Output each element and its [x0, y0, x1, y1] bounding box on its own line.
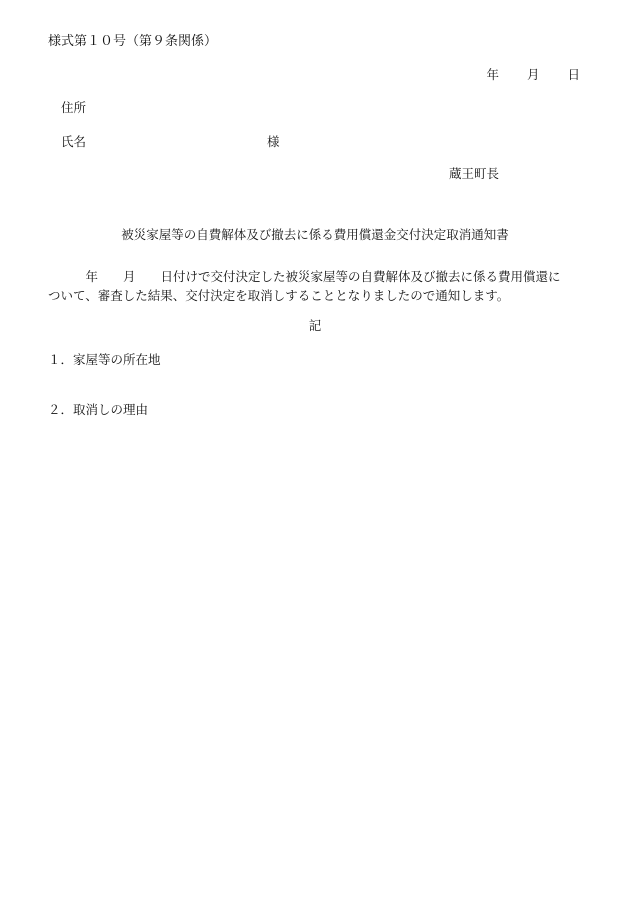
body-text — [48, 267, 585, 305]
ki-marker: 記 — [308, 318, 322, 333]
body-line-1: 年 月 日付けで交付決定した被災家屋等の自費解体及び撤去に係る費用償還に — [48, 269, 561, 284]
address-label: 住所 — [61, 100, 87, 115]
date-line — [486, 69, 580, 82]
item-location: １．家屋等の所在地 — [48, 352, 161, 367]
body-line-2: ついて、審査した結果、交付決定を取消しすることとなりましたので通知します。 — [48, 288, 510, 303]
issuer-title: 蔵王町長 — [449, 166, 500, 181]
date-month: 月 — [526, 67, 540, 82]
date-day: 日 — [567, 67, 580, 82]
name-label: 氏名 — [61, 134, 87, 149]
item-reason: ２．取消しの理由 — [48, 402, 149, 417]
date-year: 年 — [486, 67, 499, 82]
honorific: 様 — [267, 134, 280, 149]
form-number: 様式第１０号（第９条関係） — [48, 34, 218, 49]
document-title: 被災家屋等の自費解体及び撤去に係る費用償還金交付決定取消通知書 — [121, 227, 509, 242]
